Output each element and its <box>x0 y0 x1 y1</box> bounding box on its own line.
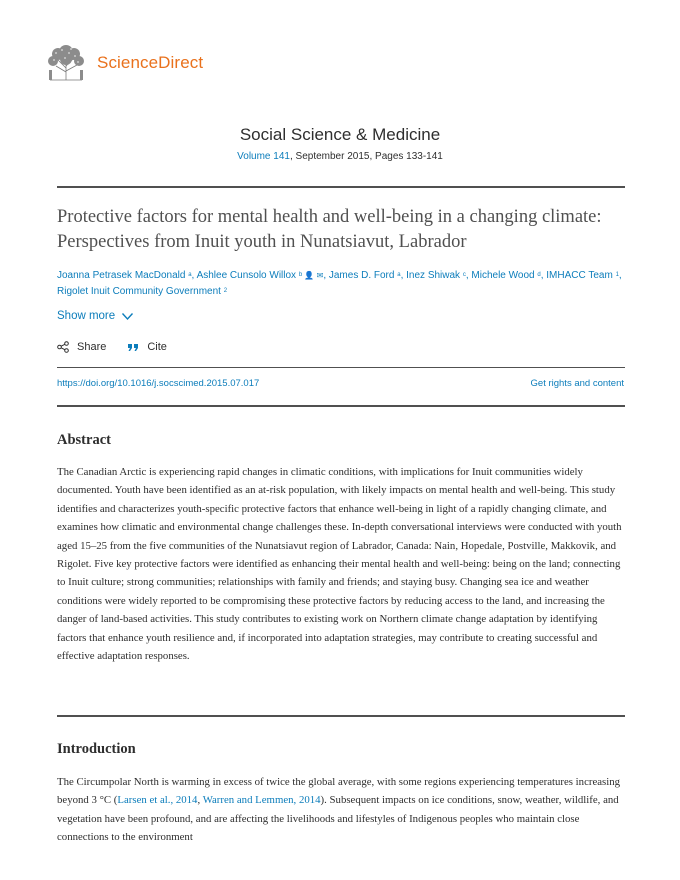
author-link[interactable]: James D. Ford <box>328 270 395 281</box>
author-separator: , <box>540 270 547 281</box>
introduction-text <box>57 773 627 847</box>
author-separator: , <box>400 270 407 281</box>
show-more-button[interactable] <box>57 310 134 322</box>
author-link[interactable]: Joanna Petrasek MacDonald <box>57 270 186 281</box>
volume-line <box>0 151 680 162</box>
share-button[interactable] <box>57 341 106 353</box>
citation-separator: , <box>197 794 203 807</box>
journal-name[interactable]: Social Science & Medicine <box>239 125 441 144</box>
author-separator: , <box>465 270 472 281</box>
share-label: Share <box>77 341 107 353</box>
affiliation-marker[interactable]: a <box>188 272 192 278</box>
abstract-heading: Abstract <box>57 432 111 448</box>
person-icon[interactable]: 👤 <box>302 271 315 280</box>
volume-link[interactable]: Volume 141 <box>237 151 290 162</box>
introduction-heading: Introduction <box>57 741 136 757</box>
share-icon <box>57 341 69 353</box>
doi-link[interactable]: https://doi.org/10.1016/j.socscimed.2015.07.017 <box>57 378 260 389</box>
intro-text-start: The Circumpolar North is warming in excess of twice the global average, with some regions experiencing temperatures increasing beyond 3 °C ( <box>57 776 621 807</box>
elsevier-tree-icon[interactable] <box>44 44 88 82</box>
rights-link[interactable]: Get rights and content <box>530 378 624 389</box>
envelope-icon[interactable]: ✉ <box>314 271 324 280</box>
doi-divider <box>57 405 625 407</box>
citation-link[interactable]: Larsen et al., 2014 <box>117 794 198 807</box>
affiliation-marker[interactable]: a <box>397 272 401 278</box>
actions-divider <box>57 367 625 368</box>
author-separator: , <box>191 270 197 281</box>
article-title: Protective factors for mental health and well-being in a changing climate: Perspectives from Inuit youth in Nunatsiavut, Labrador <box>57 207 602 252</box>
article-actions <box>57 341 188 353</box>
quote-icon <box>127 341 139 353</box>
author-link[interactable]: Michele Wood <box>471 270 535 281</box>
author-list <box>57 268 627 300</box>
author-link[interactable]: Ashlee Cunsolo Willox <box>196 270 297 281</box>
author-link[interactable]: Rigolet Inuit Community Government <box>57 286 221 297</box>
show-more-label: Show more <box>57 310 116 322</box>
author-link[interactable]: IMHACC Team <box>546 270 613 281</box>
affiliation-marker[interactable]: b <box>298 272 303 278</box>
affiliation-marker[interactable]: c <box>462 272 466 278</box>
intro-text-end: ). Subsequent impacts on ice conditions, snow, weather, wildlife, and vegetation have been profound, and are affecting the livelihoods and lifestyles of Indigenous peoples who maintain close connections to the environment <box>57 794 619 844</box>
cite-label: Cite <box>147 341 167 353</box>
author-link[interactable]: Inez Shiwak <box>406 270 461 281</box>
affiliation-marker[interactable]: 1 <box>615 272 619 278</box>
abstract-divider <box>57 715 625 717</box>
abstract-text: The Canadian Arctic is experiencing rapid changes in climatic conditions, with implications for Inuit communities widely documented. Youth have been identified as an at-risk population, with likely impacts on mental health and well-being. This study identifies and characterizes youth-specific protective factors that enhance well-being in light of a rapidly changing climate, and examines how climatic and environmental change challenges these. In-depth conversational interviews were conducted with youth aged 15–25 from the five communities of the Nunatsiavut region of Labrador, Canada: Nain, Hopedale, Postville, Makkovik, and Rigolet. Five key protective factors were identified as enhancing their mental health and well-being: being on the land; connecting to Inuit culture; strong communities; relationships with family and friends; and staying busy. Changing sea ice and weather conditions were widely reported to be compromising these protective factors by reducing access to the land, and increasing the danger of land-based activities. This study contributes to existing work on Northern climate change adaptation by identifying factors that enhance youth resilience and, if incorporated into adaptation strategies, may contribute to creating successful and effective adaptation responses. <box>57 466 622 663</box>
affiliation-marker[interactable]: d <box>537 272 541 278</box>
author-separator: , <box>323 270 329 281</box>
citation-link[interactable]: Warren and Lemmen, 2014 <box>202 794 321 807</box>
header-divider <box>57 186 625 188</box>
cite-button[interactable] <box>127 341 167 353</box>
affiliation-marker[interactable]: 2 <box>223 288 228 294</box>
volume-details: , September 2015, Pages 133-141 <box>289 151 443 162</box>
chevron-down-icon <box>121 312 134 321</box>
author-separator: , <box>618 270 622 281</box>
sciencedirect-brand[interactable]: ScienceDirect <box>97 53 204 72</box>
